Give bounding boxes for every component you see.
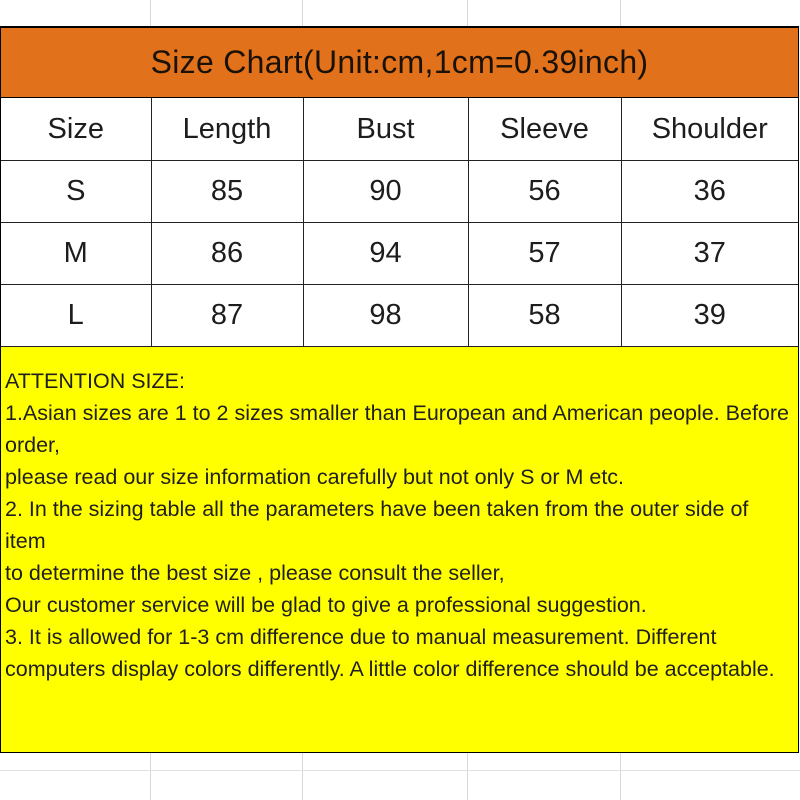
attention-line: 3. It is allowed for 1-3 cm difference due to manual measurement. Different computers display colors differently. A little color difference should be acceptable.	[5, 625, 775, 681]
table-cell-bust: 90	[303, 161, 468, 223]
column-header-bust: Bust	[303, 98, 468, 161]
table-row	[1, 285, 798, 347]
table-cell-length: 86	[151, 223, 303, 285]
column-header-size: Size	[1, 98, 151, 161]
attention-line: 2. In the sizing table all the parameters have been taken from the outer side of item	[5, 497, 749, 553]
table-cell-bust: 98	[303, 285, 468, 347]
table-cell-sleeve: 58	[468, 285, 621, 347]
table-cell-bust: 94	[303, 223, 468, 285]
table-cell-size: L	[1, 285, 151, 347]
column-header-length: Length	[151, 98, 303, 161]
column-header-sleeve: Sleeve	[468, 98, 621, 161]
table-cell-length: 87	[151, 285, 303, 347]
attention-notice	[1, 347, 798, 753]
table-cell-sleeve: 56	[468, 161, 621, 223]
attention-line: please read our size information carefully but not only S or M etc.	[5, 465, 625, 489]
table-cell-shoulder: 36	[621, 161, 798, 223]
table-cell-shoulder: 37	[621, 223, 798, 285]
table-cell-sleeve: 57	[468, 223, 621, 285]
size-table	[1, 98, 798, 347]
table-row	[1, 223, 798, 285]
table-cell-size: S	[1, 161, 151, 223]
table-cell-shoulder: 39	[621, 285, 798, 347]
table-cell-length: 85	[151, 161, 303, 223]
attention-line: 1.Asian sizes are 1 to 2 sizes smaller than European and American people. Before order,	[5, 401, 790, 457]
table-row	[1, 161, 798, 223]
size-chart	[0, 26, 799, 753]
table-header-row	[1, 98, 798, 161]
attention-line: Our customer service will be glad to give a professional suggestion.	[5, 593, 647, 617]
column-header-shoulder: Shoulder	[621, 98, 798, 161]
attention-line: to determine the best size , please consult the seller,	[5, 561, 505, 585]
attention-heading: ATTENTION SIZE:	[5, 369, 185, 393]
size-chart-title: Size Chart(Unit:cm,1cm=0.39inch)	[1, 26, 798, 98]
table-cell-size: M	[1, 223, 151, 285]
